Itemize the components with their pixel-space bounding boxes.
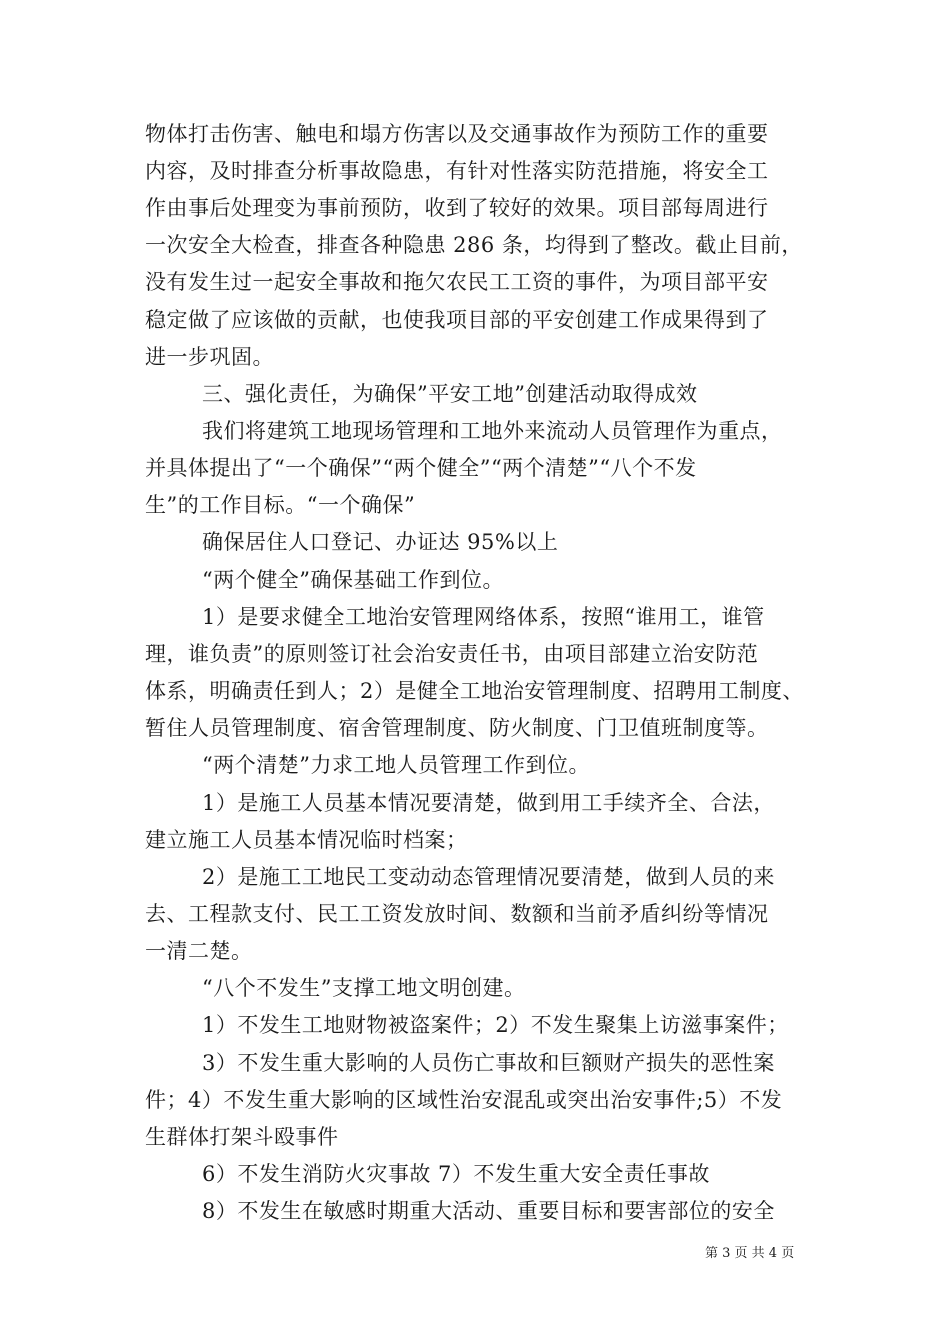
text-line: 去、工程款支付、民工工资发放时间、数额和当前矛盾纠纷等情况	[145, 902, 769, 926]
text-line: 理，谁负责”的原则签订社会治安责任书，由项目部建立治安防范	[145, 642, 759, 666]
text-line: 并具体提出了“一个确保”“两个健全”“两个清楚”“八个不发	[145, 456, 697, 480]
text-line: 1）是施工人员基本情况要清楚，做到用工手续齐全、合法，	[202, 791, 775, 815]
text-line: 6）不发生消防火灾事故 7）不发生重大安全责任事故	[202, 1162, 710, 1186]
text-line: 2）是施工工地民工变动动态管理情况要清楚，做到人员的来	[202, 865, 775, 889]
text-line: “两个清楚”力求工地人员管理工作到位。	[202, 753, 590, 777]
text-line: 稳定做了应该做的贡献，也使我项目部的平安创建工作成果得到了	[145, 308, 769, 332]
text-line: 件；4）不发生重大影响的区域性治安混乱或突出治安事件;5）不发	[145, 1088, 783, 1112]
text-line: 一次安全大检查，排查各种隐患 286 条，均得到了整改。截止目前，	[145, 233, 803, 257]
page-number: 第 3 页 共 4 页	[705, 1246, 795, 1261]
text-line: “两个健全”确保基础工作到位。	[202, 568, 504, 592]
text-line: 我们将建筑工地现场管理和工地外来流动人员管理作为重点，	[202, 419, 783, 443]
text-line: 一清二楚。	[145, 939, 253, 963]
text-line: 体系，明确责任到人；2）是健全工地治安管理制度、招聘用工制度、	[145, 679, 804, 703]
text-line: 1）不发生工地财物被盗案件；2）不发生聚集上访滋事案件；	[202, 1013, 789, 1037]
text-line: 内容，及时排查分析事故隐患，有针对性落实防范措施，将安全工	[145, 159, 769, 183]
section-heading: 三、强化责任，为确保”平安工地”创建活动取得成效	[202, 382, 698, 406]
text-line: 进一步巩固。	[145, 345, 274, 369]
text-line: 生群体打架斗殴事件	[145, 1125, 339, 1149]
text-line: 3）不发生重大影响的人员伤亡事故和巨额财产损失的恶性案	[202, 1051, 775, 1075]
text-line: 没有发生过一起安全事故和拖欠农民工工资的事件，为项目部平安	[145, 270, 769, 294]
text-line: 确保居住人口登记、办证达 95%以上	[202, 530, 559, 554]
text-line: 1）是要求健全工地治安管理网络体系，按照“谁用工，谁管	[202, 605, 765, 629]
text-line: 作由事后处理变为事前预防，收到了较好的效果。项目部每周进行	[145, 196, 769, 220]
text-line: 建立施工人员基本情况临时档案；	[145, 828, 468, 852]
text-line: 物体打击伤害、触电和塌方伤害以及交通事故作为预防工作的重要	[145, 122, 769, 146]
text-line: 生”的工作目标。“一个确保”	[145, 493, 416, 517]
text-line: 暂住人员管理制度、宿舍管理制度、防火制度、门卫值班制度等。	[145, 716, 769, 740]
text-line: 8）不发生在敏感时期重大活动、重要目标和要害部位的安全	[202, 1199, 775, 1223]
text-line: “八个不发生”支撑工地文明创建。	[202, 976, 526, 1000]
